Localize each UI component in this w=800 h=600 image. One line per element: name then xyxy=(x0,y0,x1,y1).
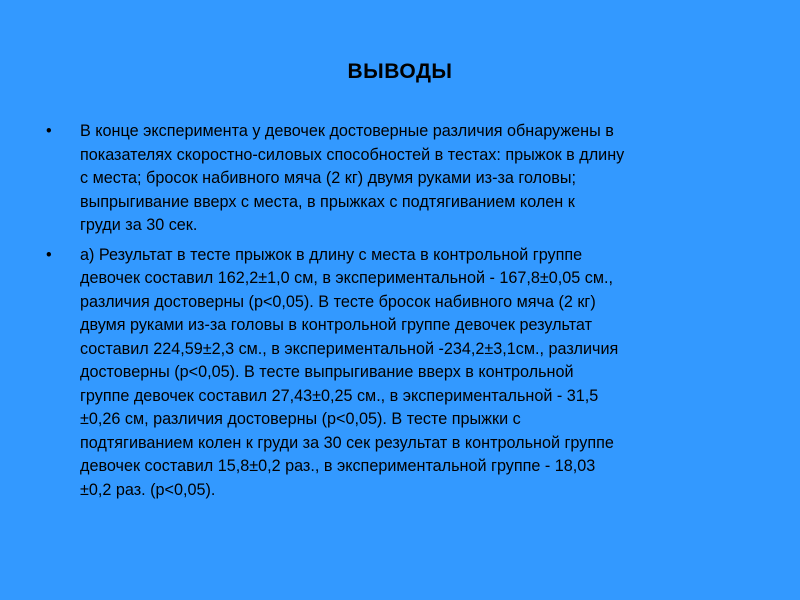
bullet-marker: • xyxy=(46,245,52,264)
bullet-text: В конце эксперимента у девочек достоверные различия обнаружены в показателях скоростно-силовых способностей в тестах: прыжок в длину с места; бросок набивного мяча (2 кг) двумя руками из-за головы; выпрыгивание вверх с места, в прыжках с подтягиванием колен к груди за 30 сек. xyxy=(80,122,625,234)
slide-title: ВЫВОДЫ xyxy=(347,60,453,83)
bullet-item xyxy=(40,120,760,238)
bullet-list xyxy=(40,120,760,508)
bullet-marker: • xyxy=(46,122,52,140)
bullet-text: а) Результат в тесте прыжок в длину с места в контрольной группе девочек составил 162,2±1,0 см, в экспериментальной - 167,8±0,05 см., различия достоверны (р<0,05). В тесте бросок набивного мяча (2 кг) двумя руками из-за головы в контрольной группе девочек результат составил 224,59±2,3 см., в экспериментальной -234,2±3,1см., различия достоверны (р<0,05). В тесте выпрыгивание вверх в контрольной группе девочек составил 27,43±0,25 см., в экспериментальной - 31,5 ±0,26 см, различия достоверны (р<0,05). В тесте прыжки с подтягиванием колен к груди за 30 сек результат в контрольной группе девочек составил 15,8±0,2 раз., в экспериментальной группе - 18,03 ±0,2 раз. (р<0,05). xyxy=(80,245,619,499)
bullet-item xyxy=(40,244,760,503)
